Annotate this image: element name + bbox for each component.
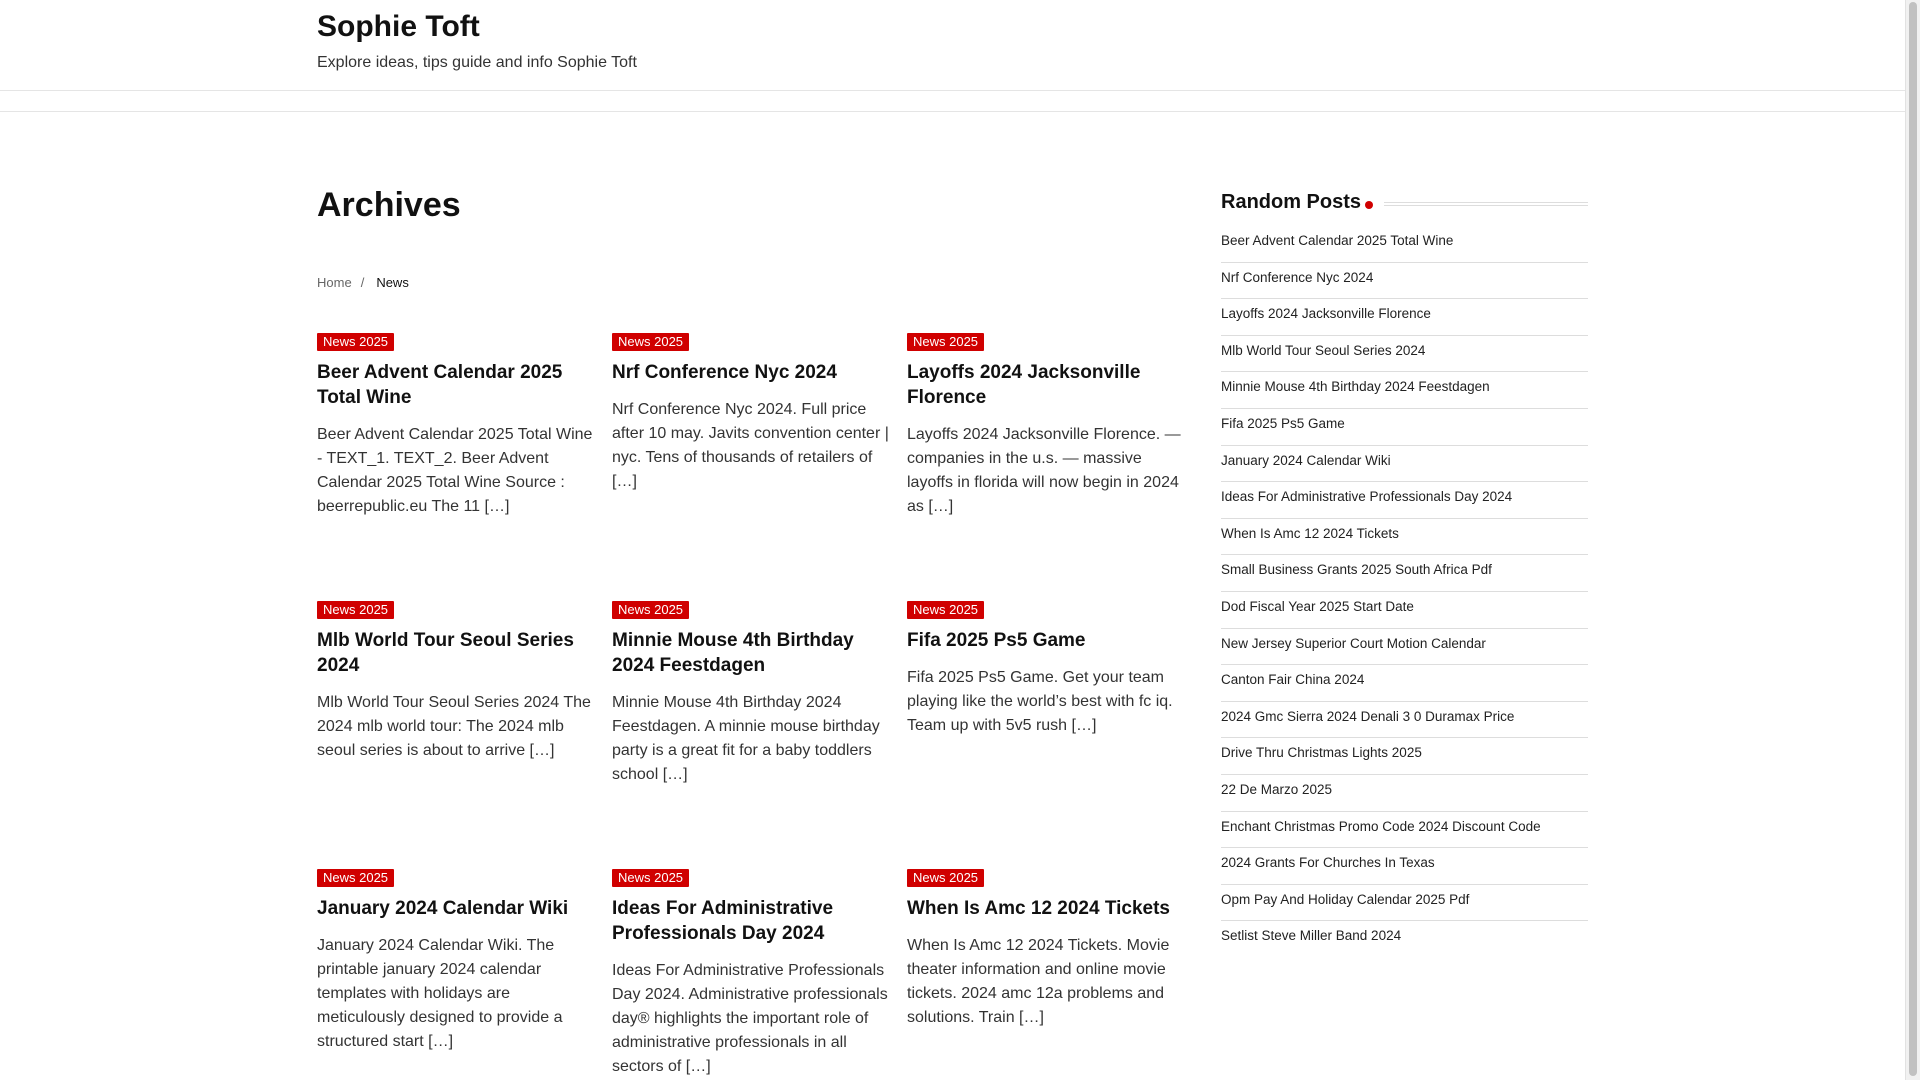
widget-header	[1221, 191, 1588, 217]
breadcrumb-home-link[interactable]: Home	[317, 275, 352, 290]
random-post-link[interactable]: When Is Amc 12 2024 Tickets	[1221, 519, 1588, 556]
post-card	[612, 333, 892, 494]
category-badge[interactable]: News 2025	[317, 869, 394, 887]
random-post-link[interactable]: Enchant Christmas Promo Code 2024 Discount Code	[1221, 812, 1588, 849]
breadcrumb-current: News	[376, 275, 409, 290]
post-excerpt: Ideas For Administrative Professionals Day 2024. Administrative professionals day® highlights the important role of administrative professionals in all sectors of […]	[612, 962, 888, 1075]
random-post-link[interactable]: Setlist Steve Miller Band 2024	[1221, 928, 1402, 944]
post-excerpt: When Is Amc 12 2024 Tickets. Movie theater information and online movie tickets. 2024 amc 12a problems and solutions. Train […]	[907, 937, 1170, 1026]
random-post-link[interactable]: 22 De Marzo 2025	[1221, 775, 1588, 812]
post-excerpt: Fifa 2025 Ps5 Game. Get your team playing like the world’s best with fc iq. Team up with 5v5 rush […]	[907, 669, 1173, 734]
random-post-link[interactable]: Ideas For Administrative Professionals Day 2024	[1221, 482, 1588, 519]
random-post-link[interactable]: Mlb World Tour Seoul Series 2024	[1221, 336, 1588, 373]
post-card	[907, 869, 1187, 1030]
post-excerpt: Minnie Mouse 4th Birthday 2024 Feestdagen. A minnie mouse birthday party is a great fit for a baby toddlers school […]	[612, 694, 880, 783]
post-card	[317, 869, 597, 1054]
random-post-link[interactable]: January 2024 Calendar Wiki	[1221, 446, 1588, 483]
post-excerpt: January 2024 Calendar Wiki. The printable january 2024 calendar templates with holidays are meticulously designed to provide a structured start […]	[317, 937, 563, 1050]
category-badge[interactable]: News 2025	[612, 869, 689, 887]
post-excerpt: Nrf Conference Nyc 2024. Full price after 10 may. Javits convention center | nyc. Tens of thousands of retailers of […]	[612, 401, 889, 490]
breadcrumb-separator: /	[360, 275, 365, 290]
post-card	[612, 869, 892, 1079]
random-post-link[interactable]: Fifa 2025 Ps5 Game	[1221, 409, 1588, 446]
site-header	[0, 0, 1905, 91]
category-badge[interactable]: News 2025	[612, 333, 689, 351]
post-card	[907, 601, 1187, 738]
category-badge[interactable]: News 2025	[907, 601, 984, 619]
post-card	[612, 601, 892, 787]
random-post-link[interactable]: Dod Fiscal Year 2025 Start Date	[1221, 592, 1588, 629]
post-title-link[interactable]: Ideas For Administrative Professionals Day 2024	[612, 898, 834, 944]
site-title[interactable]: Sophie Toft	[317, 10, 480, 43]
post-title-link[interactable]: Layoffs 2024 Jacksonville Florence	[907, 362, 1141, 408]
category-badge[interactable]: News 2025	[907, 869, 984, 887]
random-post-link[interactable]: Opm Pay And Holiday Calendar 2025 Pdf	[1221, 885, 1588, 922]
widget-title: Random Posts	[1221, 191, 1371, 214]
random-post-link[interactable]: Drive Thru Christmas Lights 2025	[1221, 738, 1588, 775]
red-dot-icon	[1365, 201, 1373, 209]
random-post-link[interactable]: Nrf Conference Nyc 2024	[1221, 263, 1588, 300]
breadcrumb	[317, 275, 409, 290]
category-badge[interactable]: News 2025	[317, 333, 394, 351]
random-post-link[interactable]: 2024 Grants For Churches In Texas	[1221, 848, 1588, 885]
post-excerpt: Beer Advent Calendar 2025 Total Wine - TEXT_1. TEXT_2. Beer Advent Calendar 2025 Total Wine Source : beerrepublic.eu The 11 […]	[317, 426, 593, 515]
page-scrollbar[interactable]	[1905, 0, 1920, 1080]
header-divider	[0, 111, 1905, 112]
page-title: Archives	[317, 186, 461, 224]
category-badge[interactable]: News 2025	[612, 601, 689, 619]
category-badge[interactable]: News 2025	[317, 601, 394, 619]
post-title-link[interactable]: Mlb World Tour Seoul Series 2024	[317, 630, 574, 676]
sidebar	[1221, 191, 1588, 958]
post-card	[317, 601, 597, 763]
random-post-link[interactable]: Minnie Mouse 4th Birthday 2024 Feestdagen	[1221, 372, 1588, 409]
site-tagline: Explore ideas, tips guide and info Sophie Toft	[317, 54, 637, 71]
post-title-link[interactable]: Nrf Conference Nyc 2024	[612, 362, 837, 383]
widget-title-rule	[1384, 202, 1588, 206]
post-title-link[interactable]: Fifa 2025 Ps5 Game	[907, 630, 1086, 651]
post-excerpt: Layoffs 2024 Jacksonville Florence. — companies in the u.s. — massive layoffs in florida will now begin in 2024 as […]	[907, 426, 1181, 515]
post-title-link[interactable]: Minnie Mouse 4th Birthday 2024 Feestdagen	[612, 630, 854, 676]
post-card	[317, 333, 597, 519]
random-post-link[interactable]: Beer Advent Calendar 2025 Total Wine	[1221, 226, 1588, 263]
post-title-link[interactable]: January 2024 Calendar Wiki	[317, 898, 569, 919]
random-posts-list	[1221, 226, 1588, 958]
post-title-link[interactable]: When Is Amc 12 2024 Tickets	[907, 898, 1170, 919]
post-title-link[interactable]: Beer Advent Calendar 2025 Total Wine	[317, 362, 563, 408]
post-card	[907, 333, 1187, 519]
random-post-link[interactable]: Small Business Grants 2025 South Africa Pdf	[1221, 555, 1588, 592]
random-post-link[interactable]: Layoffs 2024 Jacksonville Florence	[1221, 299, 1588, 336]
random-post-link[interactable]: New Jersey Superior Court Motion Calendar	[1221, 629, 1588, 666]
random-post-link[interactable]: Canton Fair China 2024	[1221, 665, 1588, 702]
category-badge[interactable]: News 2025	[907, 333, 984, 351]
scrollbar-thumb[interactable]	[1909, 2, 1917, 1076]
random-post-link[interactable]: 2024 Gmc Sierra 2024 Denali 3 0 Duramax Price	[1221, 702, 1588, 739]
post-excerpt: Mlb World Tour Seoul Series 2024 The 2024 mlb world tour: The 2024 mlb seoul series is about to arrive […]	[317, 694, 591, 759]
